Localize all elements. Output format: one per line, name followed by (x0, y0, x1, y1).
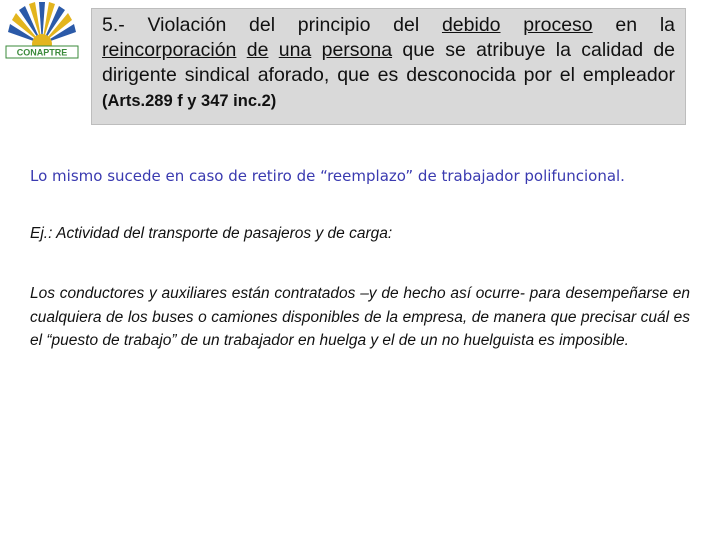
title-rest: que se atribuye la calidad de dirigente sindical aforado, que es desconocida por el empleador (102, 39, 676, 86)
title-mid: en la (592, 14, 676, 36)
paragraph-example-heading: Ej.: Actividad del transporte de pasajeros y de carga: (30, 225, 393, 242)
title-underlined-reincorporacion: reincorporación (102, 39, 237, 61)
paragraph-example-body: Los conductores y auxiliares están contratados –y de hecho así ocurre- para desempeñarse en cualquiera de los buses o camiones disponibles de la empresa, de manera que precisar cuál es el “puesto de trabajo” de un trabajador en huelga y el de un no huelguista es imposible. (30, 285, 690, 349)
title-underlined-proceso: proceso (523, 14, 593, 36)
organization-logo (2, 2, 82, 64)
slide-title-box (91, 8, 686, 125)
title-underlined-una: una (278, 39, 312, 61)
title-underlined-de: de (246, 39, 269, 61)
title-underlined-persona: persona (321, 39, 393, 61)
logo-text: CONAPTRE (16, 47, 68, 58)
title-article-reference: (Arts.289 f y 347 inc.2) (102, 92, 277, 110)
title-prefix: 5.- Violación del principio del (102, 14, 442, 36)
slide-title (102, 13, 675, 114)
paragraph-reemplazo: Lo mismo sucede en caso de retiro de “reemplazo” de trabajador polifuncional. (30, 167, 625, 185)
title-underlined-debido: debido (441, 14, 501, 36)
